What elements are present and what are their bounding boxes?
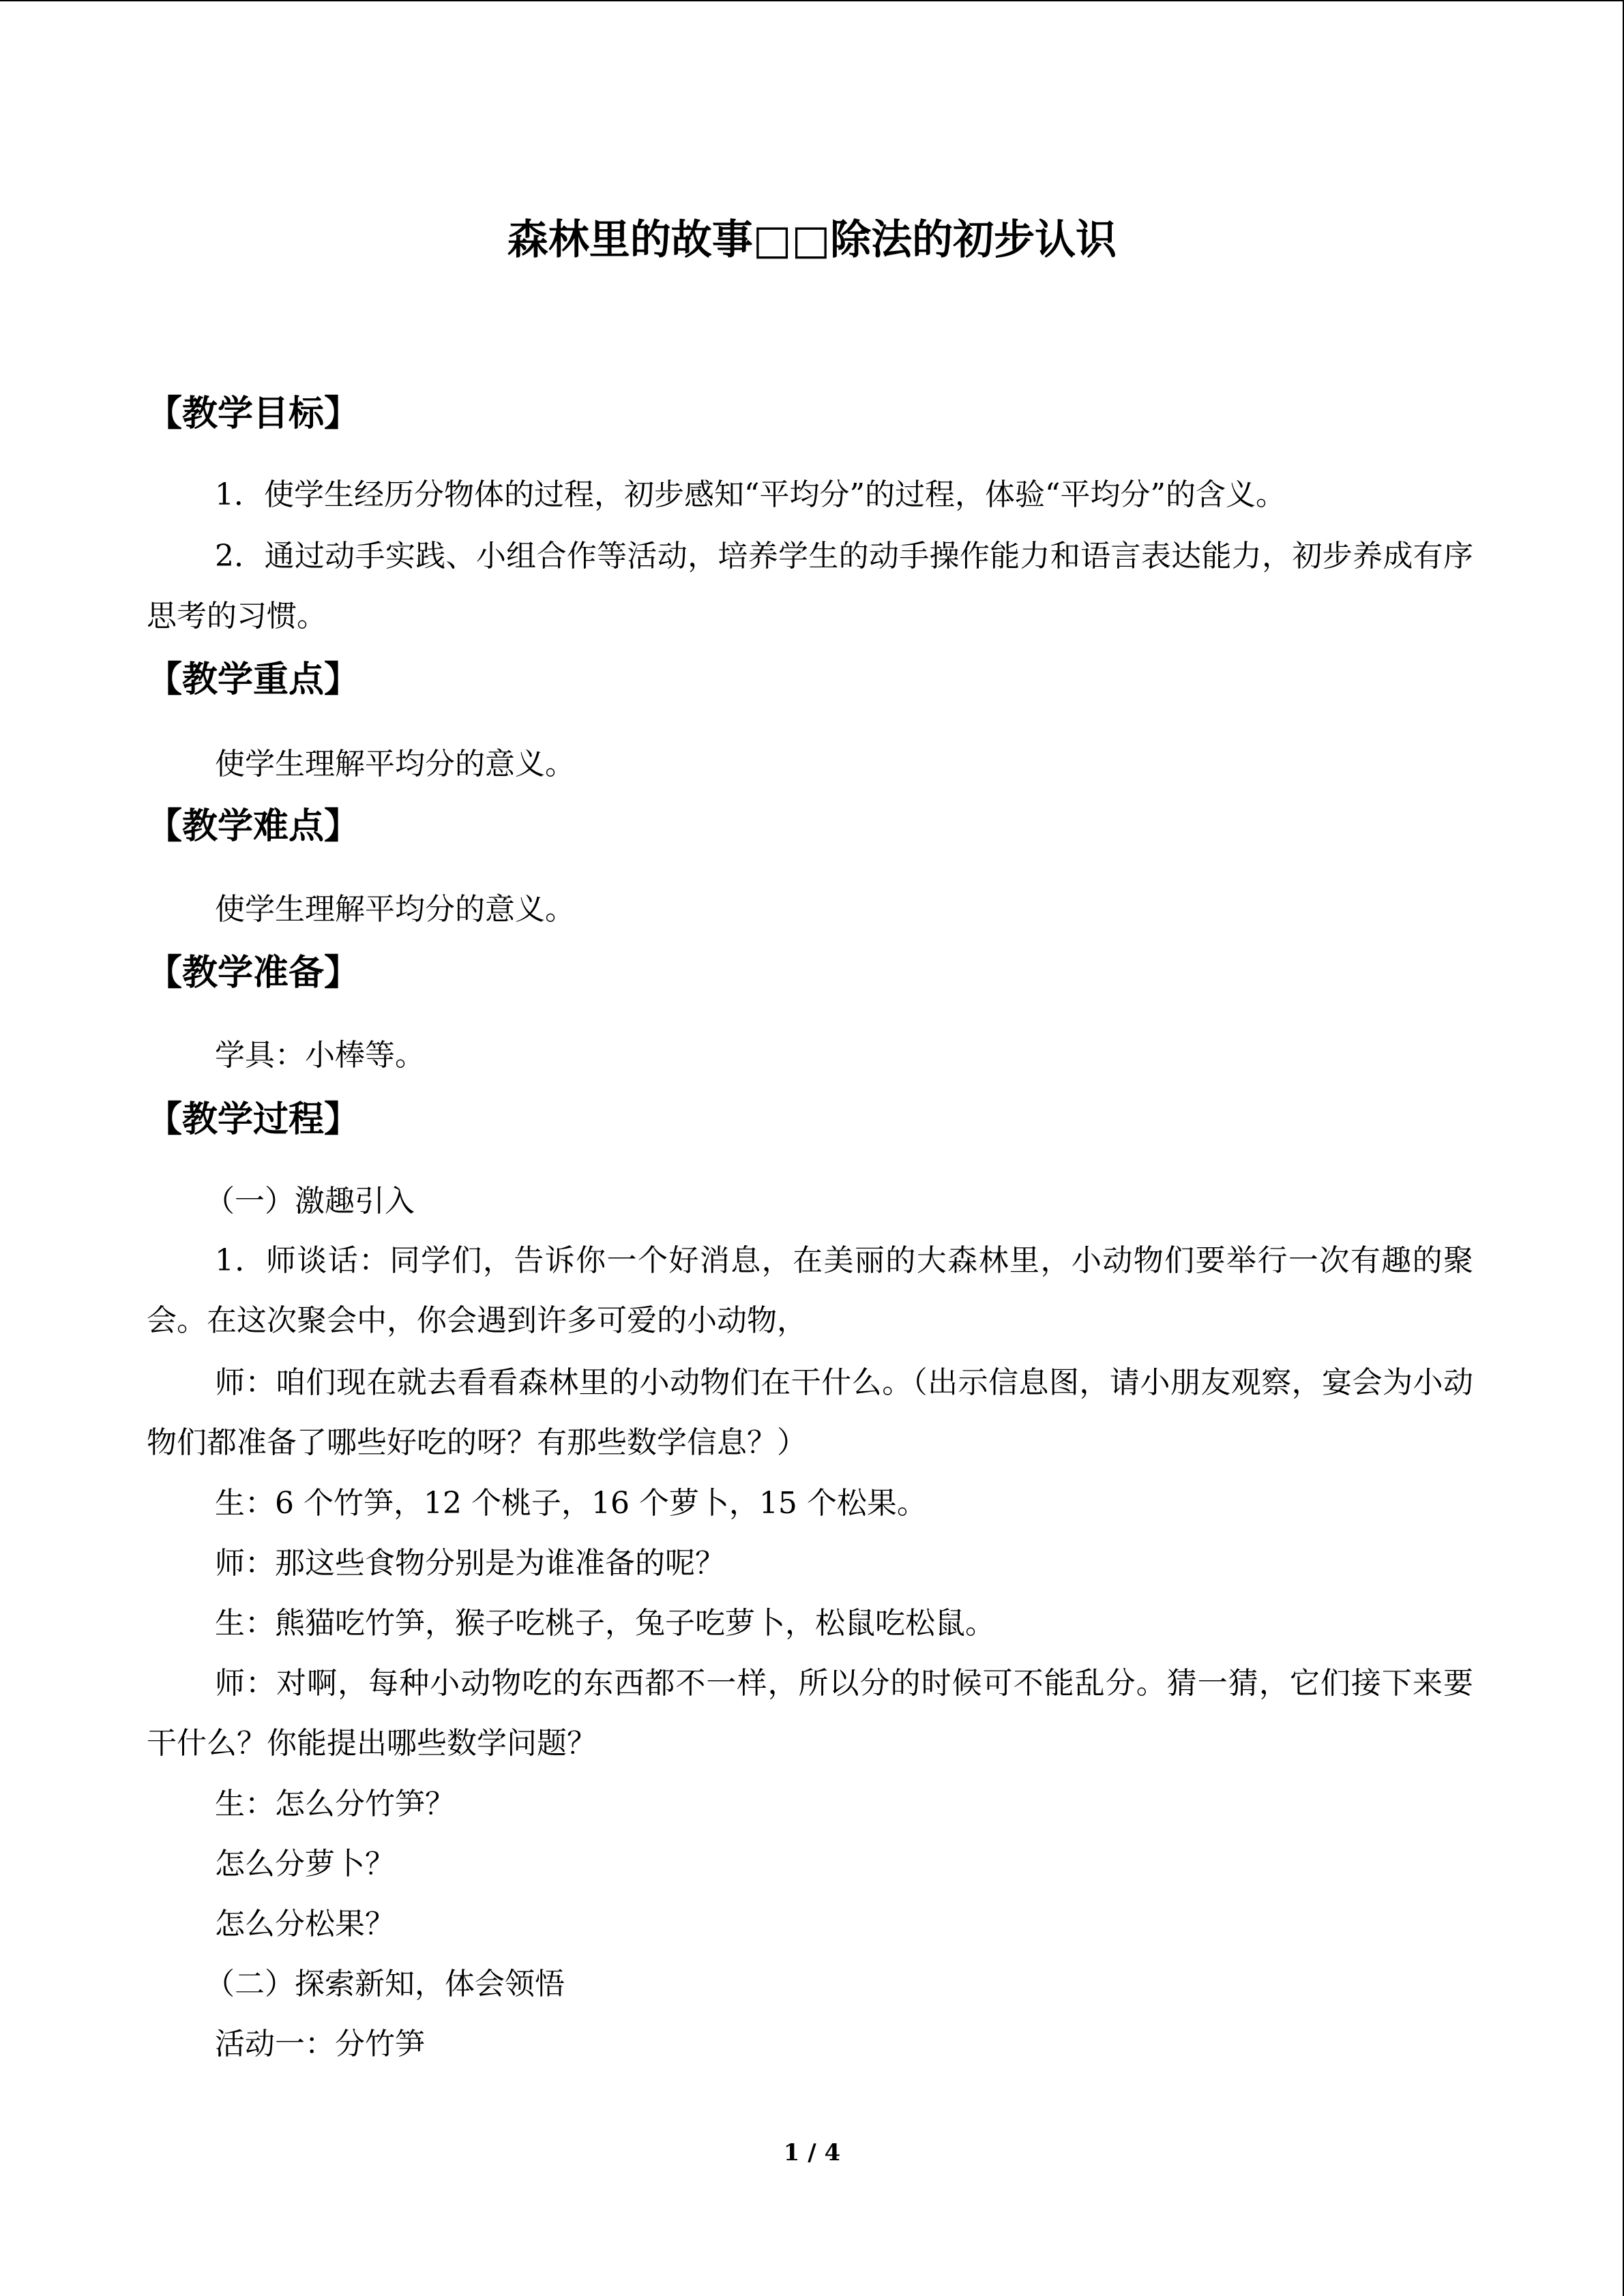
key-points-text: 使学生理解平均分的意义。	[215, 747, 575, 781]
process-paragraph-9: 怎么分松果？	[215, 1907, 395, 1941]
process-paragraph-5: 生：熊猫吃竹笋，猴子吃桃子，兔子吃萝卜，松鼠吃松鼠。	[215, 1606, 995, 1641]
objective-item-1: 1．使学生经历分物体的过程，初步感知“平均分”的过程，体验“平均分”的含义。	[215, 477, 1286, 512]
process-section-2-title: （二）探索新知，体会领悟	[205, 1967, 565, 2001]
page-title: 森林里的故事□□除法的初步认识	[507, 216, 1117, 264]
process-paragraph-7: 生：怎么分竹笋？	[215, 1787, 455, 1821]
difficulties-text: 使学生理解平均分的意义。	[215, 892, 575, 927]
heading-objectives: 【教学目标】	[147, 393, 360, 434]
process-paragraph-10: 活动一：分竹笋	[215, 2027, 425, 2061]
process-paragraph-1: 1．师谈话：同学们，告诉你一个好消息，在美丽的大森林里，小动物们要举行一次有趣的聚会。在这次聚会中，你会遇到许多可爱的小动物，	[147, 1243, 1473, 1338]
heading-difficulties: 【教学难点】	[147, 806, 360, 847]
process-paragraph-6: 师：对啊，每种小动物吃的东西都不一样，所以分的时候可不能乱分。猜一猜，它们接下来要干什么？你能提出哪些数学问题？	[147, 1666, 1473, 1761]
heading-process: 【教学过程】	[147, 1099, 360, 1140]
heading-key-points: 【教学重点】	[147, 659, 360, 700]
process-paragraph-4: 师：那这些食物分别是为谁准备的呢？	[215, 1546, 725, 1581]
process-paragraph-2: 师：咱们现在就去看看森林里的小动物们在干什么。（出示信息图，请小朋友观察，宴会为小动物们都准备了哪些好吃的呀？有那些数学信息？）	[147, 1365, 1473, 1460]
objective-item-2: 2．通过动手实践、小组合作等活动，培养学生的动手操作能力和语言表达能力，初步养成有序思考的习惯。	[147, 539, 1473, 633]
process-paragraph-3: 生：6 个竹笋，12 个桃子，16 个萝卜，15 个松果。	[215, 1486, 927, 1521]
heading-preparation: 【教学准备】	[147, 953, 360, 994]
process-section-1-title: （一）激趣引入	[205, 1184, 415, 1219]
page-number: 1 / 4	[783, 2139, 841, 2166]
process-paragraph-8: 怎么分萝卜？	[215, 1847, 395, 1881]
preparation-text: 学具：小棒等。	[215, 1038, 425, 1073]
